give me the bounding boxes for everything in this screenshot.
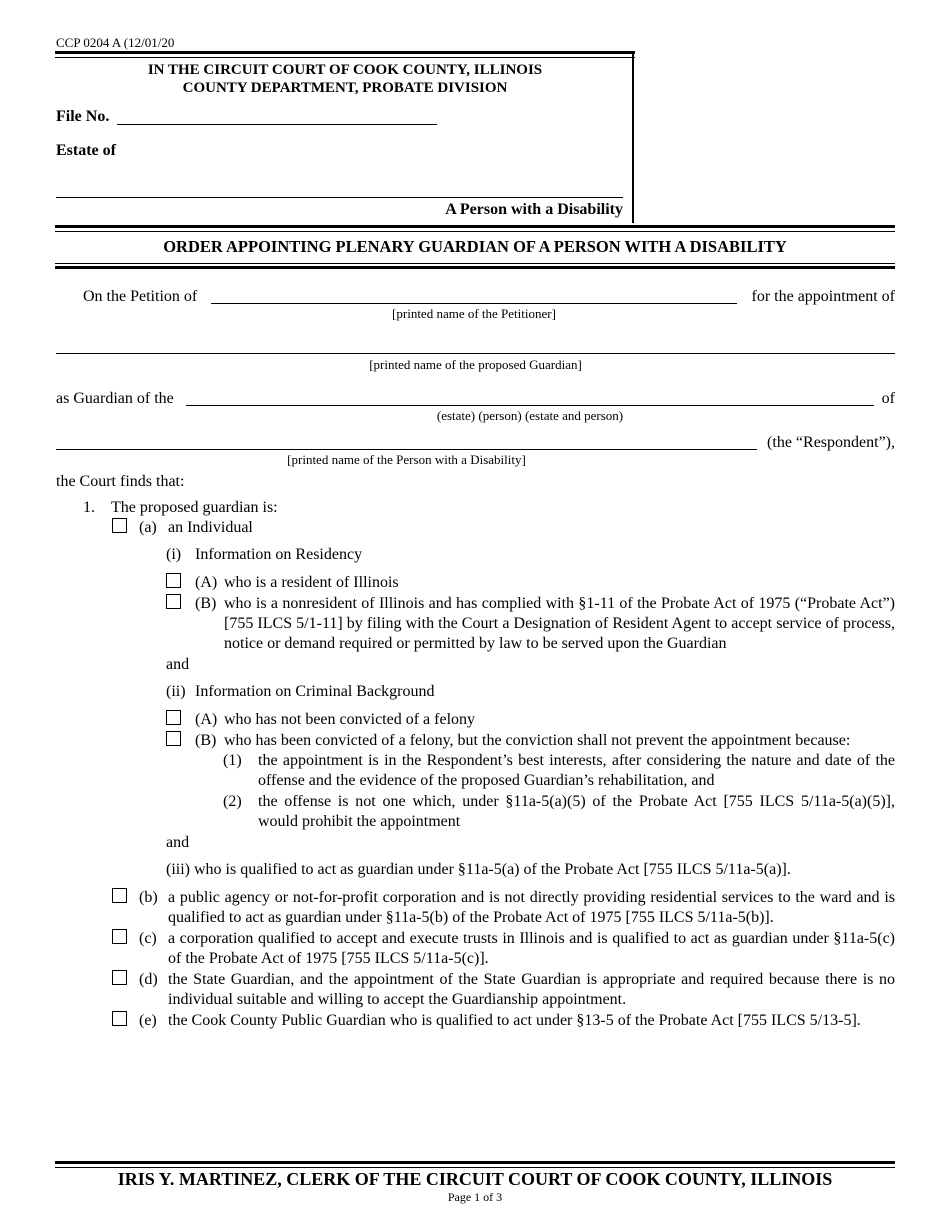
petitioner-name-field[interactable]	[211, 303, 737, 304]
order-title: ORDER APPOINTING PLENARY GUARDIAN OF A PERSON WITH A DISABILITY	[163, 237, 787, 256]
resident-A-label: (A)	[195, 574, 218, 591]
criminal-B2-label: (2)	[223, 793, 242, 810]
form-code: CCP 0204 A (12/01/20	[56, 35, 175, 50]
finding-1-text: The proposed guardian is:	[111, 499, 278, 516]
option-c-text: a corporation qualified to accept and execute trusts in Illinois and is qualified to act as guardian under §11a-5(c) of the Probate Act of 1975 [755 ILCS 5/11a-5(c)].	[168, 930, 895, 967]
option-d-label: (d)	[139, 971, 158, 988]
pwd-caption: [printed name of the Person with a Disability]	[287, 452, 526, 467]
criminal-A-label: (A)	[195, 711, 218, 728]
page-number: Page 1 of 3	[447, 1190, 503, 1204]
estate-caption: (estate) (person) (estate and person)	[436, 408, 624, 423]
checkbox-e-public-guardian[interactable]	[112, 1011, 127, 1026]
for-appointment-label: for the appointment of	[751, 288, 895, 305]
court-line-2: COUNTY DEPARTMENT, PROBATE DIVISION	[182, 80, 508, 96]
option-a-text: an Individual	[168, 519, 253, 536]
file-no-label: File No.	[56, 108, 110, 125]
criminal-label: (ii)	[166, 683, 186, 700]
checkbox-nonresident-illinois[interactable]	[166, 594, 181, 609]
residency-heading: Information on Residency	[195, 546, 363, 563]
criminal-A-text: who has not been convicted of a felony	[224, 711, 476, 728]
estate-name-field[interactable]	[56, 197, 623, 198]
checkbox-resident-illinois[interactable]	[166, 573, 181, 588]
qualified-iii-text: (iii) who is qualified to act as guardian under §11a-5(a) of the Probate Act [755 ILCS 5/11a-5(a)].	[166, 861, 791, 878]
checkbox-b-public-agency[interactable]	[112, 888, 127, 903]
option-d-text: the State Guardian, and the appointment of the State Guardian is appropriate and required because there is no individual suitable and willing to accept the Guardianship appointment.	[168, 971, 895, 1008]
criminal-B-text: who has been convicted of a felony, but the conviction shall not prevent the appointment because:	[224, 732, 851, 749]
estate-of-label: Estate of	[56, 142, 116, 159]
respondent-label: (the “Respondent”),	[767, 434, 895, 451]
petitioner-caption: [printed name of the Petitioner]	[392, 306, 556, 321]
residency-label: (i)	[166, 546, 182, 563]
criminal-B1-text: the appointment is in the Respondent’s best interests, after considering the nature and date of the offense and the evidence of the proposed Guardian’s rehabilitation, and	[258, 752, 895, 789]
checkbox-d-state-guardian[interactable]	[112, 970, 127, 985]
guardian-name-field[interactable]	[56, 353, 895, 354]
option-b-text: a public agency or not-for-profit corporation and is not directly providing residential services to the ward and is qualified to act as guardian under §11a-5(b) of the Probate Act of 1975 [755 ILCS 5/11a-5(b)].	[168, 889, 895, 926]
criminal-B2-text: the offense is not one which, under §11a-5(a)(5) of the Probate Act [755 ILCS 5/11a-5(a)(5)], would prohibit the appointment	[258, 793, 895, 830]
finding-1-number: 1.	[83, 499, 95, 516]
option-c-label: (c)	[139, 930, 157, 947]
criminal-B-label: (B)	[195, 732, 217, 749]
title-bottom-rule	[55, 266, 895, 269]
file-no-field[interactable]	[117, 124, 437, 125]
header-top-rule	[55, 51, 635, 54]
checkbox-a-individual[interactable]	[112, 518, 127, 533]
resident-B-text: who is a nonresident of Illinois and has complied with §1-11 of the Probate Act of 1975 (“Probate Act”) [755 ILCS 5/1-11] by filing with the Court a Designation of Resident Agent to accept service of process, notice or demand required or permitted by law to be served upon the Guardian	[224, 595, 895, 652]
criminal-B1-label: (1)	[223, 752, 242, 769]
estate-type-field[interactable]	[186, 405, 874, 406]
court-line-1: IN THE CIRCUIT COURT OF COOK COUNTY, ILLINOIS	[147, 62, 543, 78]
person-with-disability-label: A Person with a Disability	[445, 201, 623, 218]
resident-A-text: who is a resident of Illinois	[224, 574, 399, 591]
resident-B-label: (B)	[195, 595, 217, 612]
as-guardian-label: as Guardian of the	[56, 390, 174, 407]
guardian-caption: [printed name of the proposed Guardian]	[369, 357, 582, 372]
clerk-footer: IRIS Y. MARTINEZ, CLERK OF THE CIRCUIT COURT OF COOK COUNTY, ILLINOIS	[117, 1169, 833, 1189]
checkbox-c-corporation[interactable]	[112, 929, 127, 944]
on-petition-label: On the Petition of	[83, 288, 198, 305]
option-a-label: (a)	[139, 519, 157, 536]
option-e-text: the Cook County Public Guardian who is qualified to act under §13-5 of the Probate Act [755 ILCS 5/13-5].	[168, 1012, 861, 1029]
and-1: and	[166, 656, 190, 673]
option-b-label: (b)	[139, 889, 158, 906]
criminal-heading: Information on Criminal Background	[195, 683, 435, 700]
court-finds-label: the Court finds that:	[56, 473, 185, 490]
checkbox-felony[interactable]	[166, 731, 181, 746]
option-e-label: (e)	[139, 1012, 157, 1029]
respondent-name-field[interactable]	[56, 449, 757, 450]
and-2: and	[166, 834, 190, 851]
of-label: of	[881, 390, 895, 407]
title-top-rule	[55, 225, 895, 228]
checkbox-no-felony[interactable]	[166, 710, 181, 725]
footer-top-rule	[55, 1161, 895, 1164]
